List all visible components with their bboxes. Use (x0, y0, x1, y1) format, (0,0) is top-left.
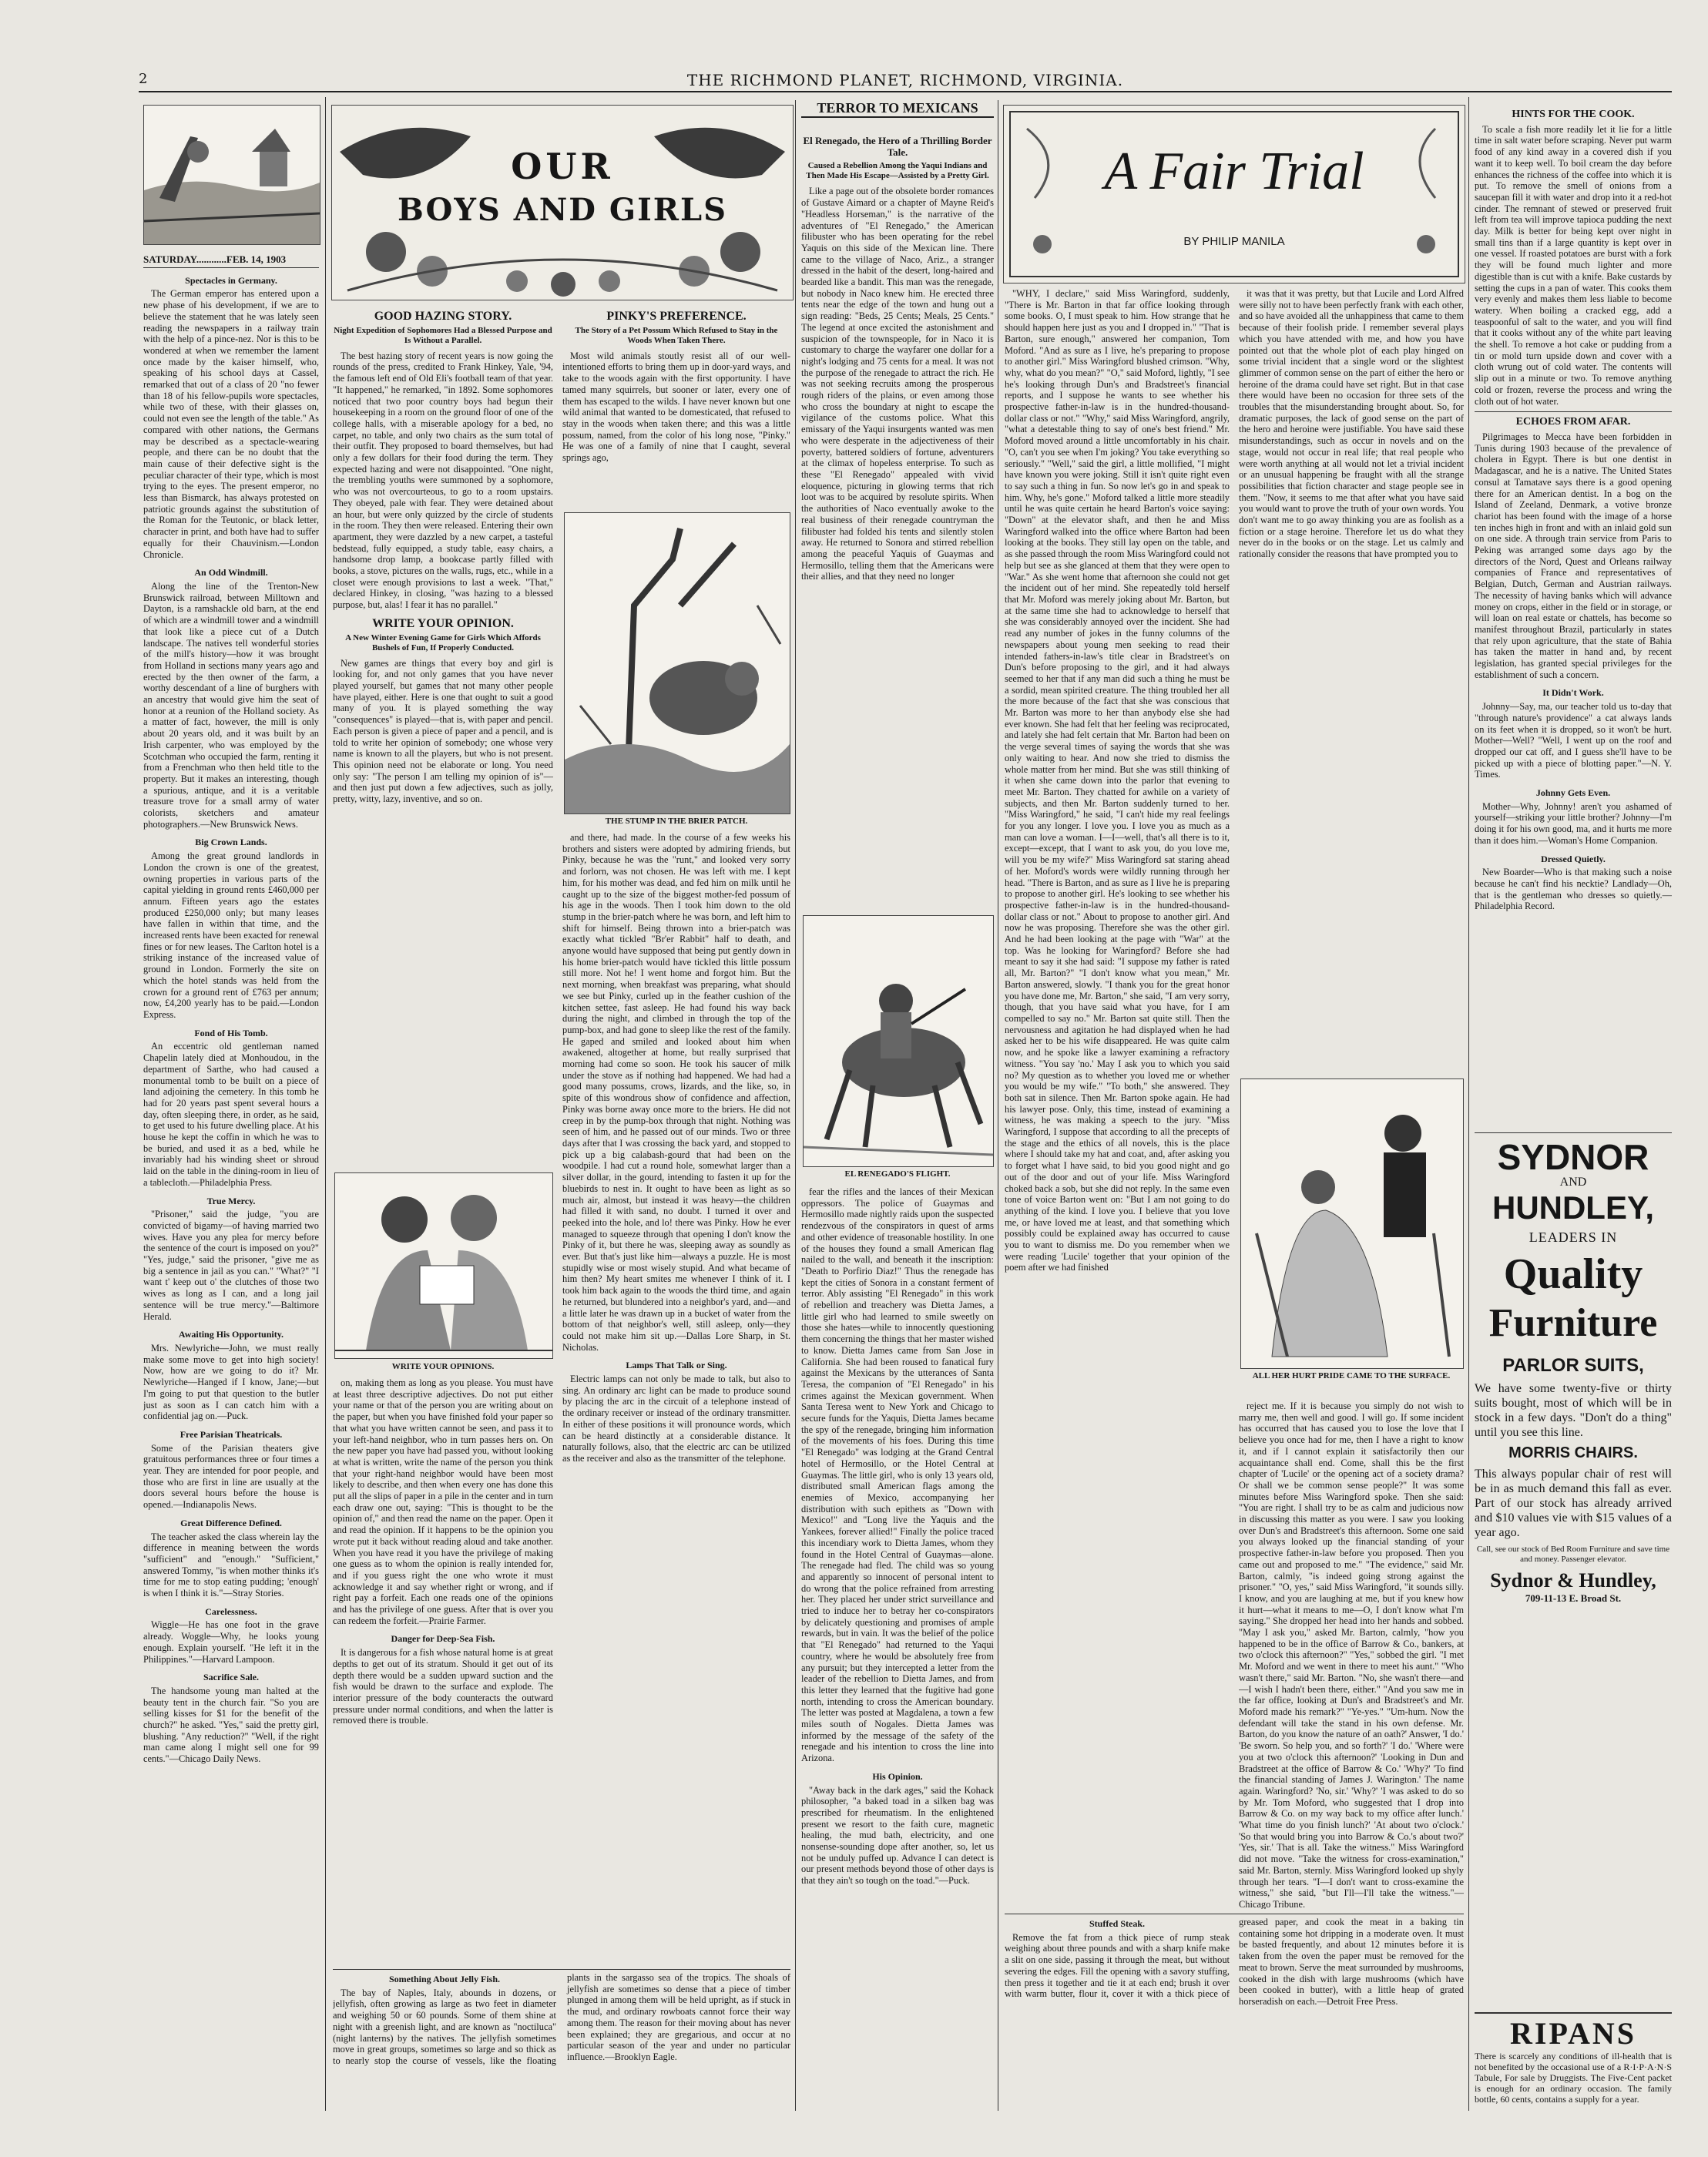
brief-headline: An Odd Windmill. (194, 567, 268, 579)
brief-headline: Awaiting His Opportunity. (178, 1329, 284, 1340)
ad-morris-body: This always popular chair of rest will be in as much demand this fall as ever. Part of our stock has already arrived and $10 values vie with $15 values of a year ago. (1475, 1468, 1672, 1539)
brief-headline: Sacrifice Sale. (203, 1672, 259, 1683)
ad-parlor-suits: PARLOR SUITS, (1502, 1355, 1644, 1376)
article-lamps-talk-sing: Electric lamps can not only be made to talk, but also to sing. An ordinary arc light can be made to produce sound by placing the arc in the circuit of a telephone instead of the ordinary receiver or instead of the ordinary transmitter. In either of these positions it will pronounce words, which can be heard distinctly at a considerable distance. It naturally follows, also, that the electric arc can be utilized as the receiver and also as the transmitter of the telephone. (562, 1374, 790, 1464)
caption-stump-brier-patch: THE STUMP IN THE BRIER PATCH. (605, 817, 748, 826)
column-1 (143, 248, 319, 2143)
story-text-part-1: "WHY, I declare," said Miss Waringford, suddenly, "There is Mr. Barton in that far office looking through some books. O, I must speak to him. How strange that he should happen here just as you and I dropped in." "That is Barton, sure enough," answered her companion, Tom Moford. "And as sure as I live, he's preparing to propose to another girl." Miss Waringford blushed crimson. "Why, why, what do you mean?" "O," said Moford, lightly, "I see he's looking through Dun's and Bradstreet's financial reports, and I suppose he wants to see whether his prospective father-in-law is in the hundred-thousand-dollar class or not." "Why," said Miss Waringford, angrily, "what a detestable thing to say of one's best friend." Mr. Moford moved around a little uncomfortably in his chair. "O, can't you see when I'm joking? You take everything so seriously." "Well," said the girl, a little mollified, "I might have known you were joking. Still it isn't quite right even to say such a thing in fun. So now let's go in and speak to him. Why, he's gone." Moford talked a little more steadily until he was quite certain he heard Barton's voice saying: "Down" at the elevator shaft, and then he and Miss Waringford walked into the office where Barton had been looking at the books. They still lay open on the table, and as she passed through the room Miss Waringford could not help but see as she glanced at them that they were open to "War." As she went home that afternoon she could not get the incident out of her mind. She repeatedly told herself that Mr. Moford was merely joking about Mr. Barton, but at the same time she had to acknowledge to herself that she was considerably annoyed over the incident. She had read any number of jokes in the funny columns of the newspapers about young men seeking to read their intended fathers-in-law's title clear in Bradstreet's on Dun's before proposing to the girl, and it had always seemed to her that if any man did such a thing he must be a sordid, mean spirited creature. The thing troubled her all the more because of the fact that she was conscious that Mr. Barton was more to her than anybody else she had ever known. She had felt that her feeling was reciprocated, and lately she had felt certain that Mr. Barton had been on the verge several times of saying the words that she was only waiting to hear. And now she tried to dismiss the whole matter from her mind. But she was still thinking of it when she came down into the parlor that evening to meet Mr. Barton. They chatted for awhile on a variety of subjects, and then Mr. Barton suddenly turned to her. "Miss Waringford," he said, "I can't hide my real feelings for you any longer. I love you. I love you as much as a man can love a woman. I—I—well, that's all there is to it, except—except, that I want to ask you, do you love me, will you be my wife?" Miss Waringford sat staring ahead of her. Moford's words were wildly running through her head. "There is Barton, and as sure as I live he is preparing to propose to another girl. He's looking to see whether his prospective father-in-law is in the hundred-thousand-dollar class or not." About to propose to another girl. And now he was proposing. Therefore she was the other girl. And he had been looking at the page with "War" at the top. Was he looking for Waringford? Before she had meant to say it she had said: "I suppose my father is rated all, Mr. Barton?" "I don't know what you mean," Mr. Barton answered, slowly. "I thank you for the great honor you have done me, Mr. Barton," she said, "I am very sorry, though, that you have said what you have, for I am compelled to say no." Mr. Barton sat quite still. Then the nervousness and agitation he had displayed when he had asked her to be his wife disappeared. He was quite calm now, and he spoke like a lawyer examining a refractory witness. "You say 'no.' May I ask you to which you said no? My question as to whether you loved me or whether you would be my wife." "To both," she answered. They both sat in silence. Then Mr. Barton spoke again. He had his lawyer pose. Only, this time, instead of examining a witness, he was making a speech to the jury. "Miss Waringford, I suppose that according to all the precepts of the stage and the ethics of all novels, this is the place where I should take my hat and coat, and, after asking you to forget what I have said, to bid you good night and go out of the door and out of your life. Miss Waringford choked back a sob, but she did not reply. In the same even tone of voice Barton went on: "But I am not going to do anything of the kind. I love you. I believe that you love me, or have loved me at least, and that something which possibly could be explained away has occurred to cause you to want to dismiss me. Do you remember when we were reading 'Lucile' together that your opinion of the poem after we had finished (1005, 288, 1230, 1273)
sydnor-hundley-advertisement (1475, 1139, 1672, 2001)
deck-pinkys-preference: The Story of a Pet Possum Which Refused to Stay in the Woods When Taken There. (575, 325, 778, 345)
ripans-advertisement (1475, 2017, 1672, 2143)
a-fair-trial-column-1 (1005, 288, 1230, 1909)
brief-headline: Fond of His Tomb. (194, 1027, 268, 1038)
article-good-hazing-story: The best hazing story of recent years is now going the rounds of the press, credited to Frank Hinkey, Yale, '94, the famous left end of Old Eli's football team of that year. "It happened," he remarked, "in 1892. Some sophomores noticed that two poor country boys had begun their housekeeping in a room on the ground floor of one of the college halls, with a miserable apology for a bed, no carpet, no table, and only two chairs as the sum total of their outfit. They proposed to board themselves, but had only a few dollars for their food during the term. They expected hazing and were not disappointed. "One night, the trembling youths were summoned by a sophomore, who was not overcourteous, to go to a room upstairs. They obeyed, pale with fear. They were detained about an hour, but were only quizzed by the circle of students in the room. They then were released. Entering their own apartment, they were dazzled by a new carpet, a tasteful bedstead, fully equipped, a study table, easy chairs, a handsome drop lamp, a bookcase partly filled with books, a stove, pictures on the walls, rugs, etc., while in a closet were enough provisions to last a week. "That," declared Hinkey, in closing, "was hazing to a blessed purpose, but, alas! I fear it has no parallel." (333, 350, 553, 611)
brief-text: The German emperor has entered upon a new phase of his development, if we are to believe the statement that he was lately seen reading the newspapers in a railway train with the help of a pince-nez. Nor is this to be wondered at when we remember the lament once made by the kaiser himself, who, speaking of his school days at Cassel, remarked that out of a class of 20 "no fewer than 18 of his fellow-pupils wore spectacles, while two of these, with their glasses on, could not even see the length of the table." As compared with other nations, the Germans may be described as a spectacle-wearing people, and there can be no doubt that the main cause of their defective sight is the peculiar character of their type, which is most trying to the eyes. The present emperor, no less than Bismarck, has always protested on patriotic grounds against the substitution of the Roman for the Teutonic, or black letter, character in print, and both have had to suffer equally for their Chauvinism.—London Chronicle. (143, 288, 319, 560)
ad-address: 709-11-13 E. Broad St. (1525, 1592, 1622, 1604)
ripans-text: There is scarcely any conditions of ill-health that is not benefited by the occasional use of a R·I·P·A·N·S Tabule, For sale by Druggists. The Five-Cent packet is enough for an ordinary occasion. The family bottle, 60 cents, contains a supply for a year. (1475, 2051, 1672, 2105)
caption-el-renegado-flight: EL RENEGADO'S FLIGHT. (844, 1169, 951, 1179)
el-renegado-flight-illustration (803, 915, 994, 1167)
story-title: A Fair Trial (1104, 142, 1364, 201)
banner-title-top: OUR (511, 146, 614, 187)
top-rule (139, 91, 1672, 92)
column-4-continued (801, 1186, 994, 2142)
stuffed-steak-strip (1005, 1917, 1464, 2143)
brief-text: An eccentric old gentleman named Chapelin lately died at Monhoudou, in the department of Sarthe, who had caused a monumental tomb to be built on a piece of land adjoining the cemetery. In this tomb he had for 20 years past spent several hours a day, often sleeping there, in order, as he said, to get used to his future dwelling place. At his house he kept the coffin in which he was to be buried, and used it as a bed, while he invariably had his winding sheet or shroud laid on the table in the dining-room in lieu of a tablecloth.—Philadelphia Press. (143, 1041, 319, 1188)
ad-parlor-body: We have some twenty-five or thirty suits bought, most of which will be in stock in a few days. "Don't do a thing" until you see this line. (1475, 1382, 1672, 1439)
article-johnny-gets-even: Mother—Why, Johnny! aren't you ashamed of yourself—striking your little brother? Johnny—I'm doing it for his own good, ma, and it hurts me more than it does him.—Woman's Home Companion. (1475, 800, 1672, 846)
ad-morris-chairs: MORRIS CHAIRS. (1508, 1444, 1638, 1461)
ad-signature: Sydnor & Hundley, (1490, 1569, 1656, 1592)
issue-date: SATURDAY............FEB. 14, 1903 (143, 254, 319, 268)
deck-el-renegado: Caused a Rebellion Among the Yaqui Indians and Then Made His Escape—Assisted by a Pretty Girl. (806, 161, 989, 181)
column-3-continued (562, 832, 790, 1964)
hurt-pride-illustration (1240, 1078, 1464, 1369)
headline-it-didnt-work: It Didn't Work. (1542, 687, 1604, 699)
ad-rule (1475, 1132, 1672, 1133)
brief-headline: Great Difference Defined. (180, 1517, 282, 1528)
masthead (139, 71, 1672, 88)
headline-hints-for-cook: HINTS FOR THE COOK. (1512, 109, 1635, 120)
deck-write-your-opinion: A New Winter Evening Game for Girls Which Affords Bushels of Fun, If Properly Conducted. (345, 632, 541, 652)
strip-rule (333, 1969, 790, 1970)
headline-write-your-opinion: WRITE YOUR OPINION. (372, 616, 514, 630)
brief-headline: Free Parisian Theatricals. (180, 1428, 283, 1440)
newspaper-title: THE RICHMOND PLANET, RICHMOND, VIRGINIA. (686, 71, 1124, 89)
brief-headline: Carelessness. (205, 1605, 257, 1617)
ripans-rule (1475, 2012, 1672, 2014)
brief-text: Among the great ground landlords in London the crown is one of the greatest, owning properties in various parts of the capital yielding in ground rents £460,000 per annum. Fifteen years ago the estates produced £250,000 only; but many leases have fallen in within that time, and the increased rents have been exacted for renewal fines or for new leases. The Carlton hotel is a striking instance of the increased value of ground in London. Formerly the site on which the hotel stands was held from the crown for a ground rent of £763 per annum; now, £4,200 yearly has to be paid.—London Express. (143, 850, 319, 1020)
article-his-opinion: "Away back in the dark ages," said the Kohack philosopher, "a baked toad in a silken bag was prescribed for rheumatism. In the enlightened present we resort to the faith cure, magnetic healing, the mud bath, electricity, and one nonsense-sounding dope after another, so, let us not be unduly puffed up. Advance I can detect is our present methods beyond those of other days is that they ain't so tough on the toad."—Puck. (801, 1784, 994, 1887)
article-dressed-quietly: New Boarder—Who is that making such a noise because he can't find his necktie? Landlady—Oh, that is the gentleman who dresses so quietly.—Philadelphia Record. (1475, 867, 1672, 912)
terror-to-mexicans-banner: TERROR TO MEXICANS (801, 100, 994, 118)
brief-text: "Prisoner," said the judge, "you are convicted of bigamy—of having married two wives. Have you any plea for mercy before the sentence of the court is imposed on you?" "Yes, judge," said the prisoner, "give me as big a sentence in jail as you can." "What?" "I want t' keep out o' the clutches of those two wives as long as I can, and a long jail sentence will be true mercy."—Baltimore Herald. (143, 1209, 319, 1322)
deck-good-hazing-story: Night Expedition of Sophomores Had a Blessed Purpose and Is Without a Parallel. (334, 325, 552, 345)
headline-deep-sea-fish: Danger for Deep-Sea Fish. (391, 1633, 495, 1645)
column-rule (325, 97, 326, 2111)
headline-good-hazing-story: GOOD HAZING STORY. (374, 310, 512, 323)
column-rule (795, 100, 796, 2111)
headline-his-opinion: His Opinion. (872, 1770, 923, 1782)
brief-text: Along the line of the Trenton-New Brunswick railroad, between Milltown and Dayton, is a ramshackle old barn, at the end of which are a windmill tower and a windmill that look like a piece cut of a Dutch landscape. The natives tell wonderful stories of the mill's history—how it was brought from Holland in sections many years ago and erected by the then owner of the farm, a worthy descendant of a line of burghers with an ancestry that would give him the seat of honor at a reunion of the Holland society. As a matter of fact, however, the mill is only about 20 years old, and it was built by an Irish carpenter, who was employed by the Scotchman who occupied the farm, renting it from a Frenchman who then held title to the property. But it makes an interesting, though a spurious, antique, and it is a veritable treasure trove for a small army of water colorists, sketchers and amateur photographers.—New Brunswick News. (143, 580, 319, 830)
possum-stump-illustration (564, 512, 790, 814)
a-fair-trial-column-2-continued (1239, 1401, 1464, 1909)
caption-write-your-opinions: WRITE YOUR OPINIONS. (391, 1362, 495, 1371)
story-byline: BY PHILIP MANILA (1183, 235, 1285, 248)
article-hints-for-cook: To scale a fish more readily let it lie for a little time in salt water before scraping. Never put warm food of any kind away in a covered dish if you want it to keep well. To boil cream the day before enhances the richness of the coffee into which it is put. To remove the smell of onions from a saucepan fill it with water and drop into it a red-hot cinder. The remnant of stewed or preserved fruit left from tea will improve tapioca pudding the next day. Milk is better for being kept over night in small tins than if a large quantity is kept over in one vessel. If roasted potatoes are burst with a fork they will be found much lighter and more digestible than is cut with a knife. Bake custards by setting the cups in a pan of water. This cooks them very evenly and makes them less liable to become watery. When boiling a cracked egg, add a teaspoonful of salt to the water, and you will find that it cooks without any of the white part leaving the shell. To remove a hot cake or pudding from a tin or mold turn upside down and cover with a cloth wrung out of cold water. The contents will slip out in a minute or two. To remove anything cold or frozen, reverse the process and wring the cloth out of hot water. (1475, 123, 1672, 407)
brief-text: Wiggle—He has one foot in the grave already. Woggle—Why, he looks young enough. Explain yourself. "He left it in the Philippines."—Harvard Lampoon. (143, 1619, 319, 1665)
brief-text: The handsome young man halted at the beauty tent in the church fair. "So you are selling kisses for $1 for the benefit of the church?" he asked. "Yes," said the pretty girl, blushing. "Any reduction?" "Well, if the right man came along I might sell one for 99 cents."—Chicago Daily News. (143, 1685, 319, 1765)
column-2-continued (333, 1377, 553, 1967)
banner-title-bottom: BOYS AND GIRLS (397, 192, 728, 228)
ripans-title: RIPANS (1510, 2016, 1636, 2051)
article-deep-sea-fish: It is dangerous for a fish whose natural home is at great depths to get out of its stratum. Should it get out of its depth there would be a sudden upward suction and the fish would be drawn to the surface and explode. The interior pressure of the body counteracts the outward pressure under normal conditions, and when the latter is removed there is trouble. (333, 1647, 553, 1726)
jelly-fish-strip (333, 1972, 790, 2143)
column-rule (1468, 97, 1469, 2111)
headline-lamps-talk-sing: Lamps That Talk or Sing. (626, 1360, 727, 1371)
brief-headline: True Mercy. (206, 1195, 256, 1206)
story-text-part-2: it was that it was pretty, but that Lucile and Lord Alfred were silly not to have been perfectly frank with each other, and so have avoided all the unhappiness that came to them because of their foolish pride. I remember several plays which you have attended with me, and how you have pointed out that the whole plot of each play hinged on some trivial incident that a single word or the slightest glimmer of common sense on the part of either the hero or heroine of the drama could have set right. But in that case there would have been no occasion for three sets of the troubles that the misunderstanding brought about. So, for dramatic purposes, the lack of good sense on the part of the hero and heroine were justifiable. You have said these misunderstandings, such as occur in novels and on the stage, would not occur in real life; that real people who were worth anything at all would not let a trivial incident or an unusual happening be fraught with all the strange possibilities that fiction character and stage people see in them. "Now, it seems to me that after what you have said you would want to prove the truth of your own words. You don't want me to go away thinking you are as foolish as a fiction or a stage heroine. Therefore let us do what they never do in the books or on the stage. Let us calmly and rationally consider the reasons that have prompted you to (1239, 288, 1464, 560)
caption-hurt-pride: ALL HER HURT PRIDE CAME TO THE SURFACE. (1252, 1371, 1451, 1380)
column-4 (801, 131, 994, 909)
article-jelly-fish: The bay of Naples, Italy, abounds in dozens, or jellyfish, often growing as large as two feet in diameter and weighing 50 or 60 pounds. Some of them shine at night with a greenish light, and are known as "noctiluca" (night lanterns) by the natives. The jellyfish sometimes move in great groups, sometimes so large and so thick as to nearly stop the course of vessels, like the floating plants in the sargasso sea of the tropics. The shoals of jellyfish are sometimes so dense that a piece of timber plunged in among them will be held upright, as if stuck in the mud, and ordinary rowboats cannot force their way among them. The reason for their moving about has never been explained; they are gregarious, and occur at no particular season of the year and under no particular influence.—Brooklyn Eagle. (333, 1972, 790, 2066)
headline-echoes-from-afar: ECHOES FROM AFAR. (1475, 411, 1672, 428)
article-pinkys-preference-rest: and there, had made. In the course of a few weeks his brothers and sisters were adopted by admiring friends, but Pinky, because he was the "runt," and looked very sorry and forlorn, was not chosen. He was left with me. I kept him, for his mother was dead, and fed him on milk until he caught up to the size of the biggest mother-fed possum of his age in the woods. Then I took him down to the old stump in the brier-patch where he was born, and left him to shift for himself. Being thrown into a brier-patch was exactly what tickled "Br'er Rabbit" half to death, and anyone would have supposed that being put gently down in his home brier-patch would have tickled this little possum still more. Not he! I went home and forgot him. But the next morning, when breakfast was preparing, what should we see but Pinky, curled up in the feather cushion of the kitchen settee, fast asleep. He had found his way back during the night, and climbed in through the top of the pump-box, and had gone to sleep like the rest of the family. He gaped and smiled and looked about him when awakened, altogether at home, but really surprised that morning had come so soon. He took his saucer of milk under the stove as if nothing had happened. We had had a good many possums, crows, lizards, and the like, so, in spite of this wondrous show of confidence and affection, Pinky was borne away once more to the briers. He did not creep in by the pump-box through that night. Nothing was seen of him, and he passed out of our minds. Two or three days after that I was crossing the back yard, and stopped to pick up a big calabash-gourd that had been on the woodpile. I had cut a round hole, somewhat larger than a silver dollar, in the gourd, intending to fasten it up for the bluebirds to nest in. It ought to have been as light as so much air, almost, but instead it was heavy—the children had filled it with sand, no doubt. I turned it over and peeked into the hole, and lo! there was Pinky. How he ever managed to squeeze through that opening I don't know the Pinky of it, but there he was, sleeping away as soundly as ever. But that's just like him—always a puzzle. He is most stupidly wise or most wisely stupid. And what became of him then? My heart smites me whenever I think of it. I took him back again to the woods the third time, and again he returned, but blundered into a neighbor's yard, and—and a little later he was drawn up in a bucket of water from the bottom of that neighbor's well, still asleep, only—they could not make him sit up.—Dallas Lore Sharp, in St. Nicholas. (562, 832, 790, 1353)
ad-furniture: Furniture (1488, 1301, 1658, 1345)
brief-headline: Spectacles in Germany. (185, 274, 277, 286)
page-number: 2 (139, 71, 148, 87)
article-it-didnt-work: Johnny—Say, ma, our teacher told us to-day that "through nature's providence" a cat always lands on its feet when it is dropped, so it won't be hurt. Mother—Well? "Well, I went up on the roof and dropped our cat off, and I guess she'll have to be picked up with a piece of blotting paper."—N. Y. Times. (1475, 701, 1672, 780)
headline-johnny-gets-even: Johnny Gets Even. (1535, 787, 1611, 799)
a-fair-trial-title-banner (1003, 105, 1465, 283)
headline-pinkys-preference: PINKY'S PREFERENCE. (606, 310, 747, 323)
a-fair-trial-column-2 (1239, 288, 1464, 1074)
article-write-your-opinion-rest: on, making them as long as you please. You must have at least three descriptive adjectives. Do not put either your name or that of the person you are writing about on the paper, but when you have finished fold your paper so that what you have written cannot be seen, and pass it to your left-hand neighbor, who in turn passes hers on. On the new paper you have had passed you, without looking at what is written, write the name of the person you think that your right-hand neighbor would have been most likely to describe, and then when every one has done this put all the slips of paper in a pile in the center and in turn each draw one out, saying: "This is thought to be the opinion of," and then read the name on the paper. Open it and read the opinion. If it happens to be the opinion you wrote put it back without reading aloud and take another. When you have read it you have the privilege of making one guess as to whom the opinion is really intended for, and if you guess right the one who wrote it must acknowledge it and say whether right or wrong, and if right pay a forfeit. Each one reads one of the opinions and has the privilege of one guess. After that is over you can redeem the forfeit.—Prairie Farmer. (333, 1377, 553, 1626)
article-pinkys-preference-intro: Most wild animals stoutly resist all of our well-intentioned efforts to bring them up in door-yard ways, and take to the woods again with the first opportunity. I have tamed many squirrels, but sooner or later, every one of them has escaped to the wilds. I have never known but one wild animal that wanted to be domesticated, that refused to stay in the woods when taken there; and this was a little possum, named, from the color of his long nose, "Pinky." He was one of a family of nine that I caught, several springs ago, (562, 350, 790, 464)
brief-text: Some of the Parisian theaters give gratuitous performances three or four times a year. They are intended for poor people, and those who are first in line are usually at the doors several hours before the house is opened.—Indianapolis News. (143, 1442, 319, 1511)
our-boys-and-girls-banner (331, 105, 794, 300)
ad-small-print: Call, see our stock of Bed Room Furniture and save time and money. Passenger elevator. (1476, 1545, 1670, 1564)
news-briefs-list (143, 275, 319, 1765)
ad-quality: Quality (1503, 1250, 1643, 1298)
headline-dressed-quietly: Dressed Quietly. (1541, 853, 1606, 864)
brief-text: Mrs. Newlyriche—John, we must really make some move to get into high society! Now, how are we going to do it? Mr. Newlyriche—Hanged if I know, Jane;—but I'm going to put that question to the butler just as soon as I can catch him with a confidential jag on.—Puck. (143, 1342, 319, 1422)
article-write-your-opinion-intro: New games are things that every boy and girl is looking for, and not only games that you have never played yourself, but games that not many other people have played, either. Here is one that ought to suit a good many of you. It is played something the way "consequences" is played—that is, with paper and pencil. Each person is given a piece of paper and a pencil, and is told to write her opinion of somebody; one whose very name is known to all the players, but who is not present. This opinion need not be elaborate or long. You need only say: "The person I am telling my opinion of is"—and then just put down a few adjectives, such as jolly, pretty, witty, lazy, inventive, and so on. (333, 657, 553, 805)
article-el-renegado-intro: Like a page out of the obsolete border romances of Gustave Aimard or a chapter of Mayne Reid's "Headless Horseman," is the narrative of the adventures of "El Renegado," the American filibuster who has been operating for the rebel Yaquis on this side of the Mexican line. There came to the village of Naco, Ariz., a stranger dressed in the habit of the desert, long-haired and bearded like a bandit. This man was the renegade, but nobody in Naco knew him. He erected three tents near the edge of the town and hung out a sign reading: "Beds, 25 Cents; Meals, 25 Cents." The legend at once excited the astonishment and suspicion of the townspeople, for in Naco it is customary to charge the wayfarer one dollar for a night's lodging and 75 cents for a meal. It was not the purpose of the renegade to attract the rich. He was not seeking recruits among the prosperous rough riders of the plains, or even among those who cross the boundary at night to escape the vigilance of the customs police. What this emissary of the Yaqui insurgents wanted was men who were desperate in the adjectiveness of their poverty, battered soldiers of fortune, adventurers at the climax of hopeless enterprise. To such as these "El Renegado" appealed with vivid eloquence, picturing in glowing terms that rich loot was to be acquired by resolute spirits. When the authorities of Naco eventually awoke to the real business of their renegade countryman the filibuster had folded his tents and silently stolen away. He returned to Sonora and stirred rebellion among the peaceful Yaquis of Guaymas and Hermosillo, telling them that the Americans were their allies, and that they need no longer (801, 186, 994, 582)
brief-headline: Big Crown Lands. (195, 837, 267, 848)
ad-hundley: HUNDLEY, (1492, 1189, 1655, 1226)
article-echoes-from-afar: Pilgrimages to Mecca have been forbidden in Tunis during 1903 because of the prevalence of cholera in Egypt. There is but one dentist in Madagascar, and he is a native. The United States consul at Tamatave says there is a good opening there for an American dentist. In a bog on the Island of Zeeland, Denmark, a votive bronze chariot has been found with the image of a horse ten inches high in front and with an inlaid gold sun on one side. A through train service from Paris to Peking was arranged some days ago by the directors of the Nord, Quest and Orleans railway companies of France and representatives of Belgian, Dutch, German and Austrian railways. The necessity of having banks which will advance money on crops, either in the field or in storage, or will loan on real estate or chattels, has become so manifest throughout Brazil, particularly in states that rely upon agriculture, that the state of Bahia has taken the matter in hand and, by recent legislation, has granted special privileges for the establishment of such a concern. (1475, 431, 1672, 680)
story-text-part-3: reject me. If it is because you simply do not wish to marry me, then well and good. I will go. If some incident has occurred that has caused you to lose the love that I believe you once had for me, then I have a right to know it, and if I cannot explain it satisfactorily then our acquaintance shall end. Come, shall this be the first chapter of 'Lucile' or the opening act of a society drama? Or shall we be common sense people?" It was some minutes before Miss Waringford spoke. Then she said: "You are right. I shall try to be as calm and judicious now in discussing this matter as you were. I saw you looking over Dun's and Bradstreet's this afternoon. Some one said you always looked up the financial standing of your prospective father-in-law before you proposed. Then you came out and proposed to me." "The evidence," said Mr. Barton, calmly, "is indeed going strong against the prisoner." "O, yes," said Miss Waringford, "it sounds silly. I know, and you are laughing at me, but if you knew how it hurt—what it means to me—O, I don't know what I'm saying." She dropped her head into her hands and sobbed. "May I ask you," asked Mr. Barton, calmly, "how you happened to be in the office of Barrow & Co., bankers, at two o'clock this afternoon?" "Yes," sobbed the girl. "I met Mr. Moford and we went in there to meet his aunt." "Who wasn't there," said Mr. Barton. "No, she wasn't there—and—I wish I hadn't been there, either." "And you saw me in the far office, looking at Dun's and Bradstreet's and Mr. Moford made his remark?" "Ye-yes." "Um-hum. Now the defendant will take the stand in his own defense. Mr. Barton, do you know the nature of an oath?' Answer, 'I do.' 'Be sworn. So help you, and so forth?' 'I do.' 'Where were you at two o'clock this afternoon?' 'Looking in Dun and Bradstreet at the office of Barrow & Co.' 'Why?' 'To find the financial standing of James J. Warington.' The name again. Waringford? 'No, sir.' 'Why?' 'I was asked to do so by Mr. Tom Moford, who suggested that I drop into Barrow & Co. on my way back to my office after lunch.' 'What time do you finish lunch?' 'At about two o'clock.' 'So that would bring you into Barrow & Co.'s about two?' 'Yes, sir.' That is all. Take the witness." Miss Waringford did not move. "Take the witness for cross-examination," said Mr. Barton, sternly. Miss Waringford looked up shyly through her tears. "I—I don't want to cross-examine the witness," she said, "but I'll—I'll take the witness."—Chicago Tribune. (1239, 1401, 1464, 1909)
brief-text: The teacher asked the class wherein lay the difference in meaning between the words "sufficient" and "enough." "Sufficient," answered Tommy, "is when mother thinks it's time for me to stop eating pudding; 'enough' is when I think it is."—Stray Stories. (143, 1531, 319, 1599)
farm-landscape-illustration (143, 105, 320, 245)
write-your-opinions-illustration (334, 1172, 553, 1359)
headline-el-renegado: El Renegado, the Hero of a Thrilling Border Tale. (803, 135, 992, 158)
ad-leaders-in: LEADERS IN (1528, 1229, 1618, 1245)
article-stuffed-steak: Remove the fat from a thick piece of rump steak weighing about three pounds and with a sharp knife make a slit on one side, passing it through the meat, but without severing the edges. Fill the opening with a savory stuffing, then press it together and tie it at each end; brush it over with warm butter, flour it, cover it with a thick piece of greased paper, and cook the meat in a baking tin containing some hot dripping in a moderate oven. It must be basted frequently, and about 12 minutes before it is taken from the oven the paper must be removed for the meat to brown. Serve the meat surrounded by mushrooms, cooked in the dish with large mushrooms (which have been cooked in butter), with a little heap of grated horseradish on each.—Detroit Free Press. (1005, 1917, 1464, 2007)
ad-and: AND (1559, 1176, 1587, 1189)
ad-sydnor: SYDNOR (1497, 1137, 1649, 1177)
headline-stuffed-steak: Stuffed Steak. (1089, 1918, 1145, 1929)
headline-jelly-fish: Something About Jelly Fish. (388, 1974, 501, 1984)
article-el-renegado-rest: fear the rifles and the lances of their Mexican oppressors. The police of Guaymas and Hermosillo made nightly raids upon the suspected rendezvous of the conspirators in quest of arms and other evidence of treasonable hostility. In one of the houses they found a small American flag nailed to the wall, and beneath it the inscription: "Death to Porfirio Diaz!" Thus the renegade has kept the cities of Sonora in a constant ferment of terror. Ably assisting "El Renegado" in this work of rebellion and treachery was Dietta James, a little girl who had learned to smile sweetly on those she hates—while to innocently questioning them concerning the things that her master wished to know. Dietta James came from San Jose in California. She had been roused to fanatical fury against the Mexicans by the utterances of Santa Teresa, the companion of "El Renegado" in his crimes against the Mexican government. When Santa Teresa went to New York and Chicago to secure funds for the Yaquis, Dietta James became the spy of the renegade, bringing him information of the movements of his foes. During this time "El Renegado" was lodging at the Grand Central hotel of Hermosillo, or the Hotel Central at Guaymas. The little girl, who is only 13 years old, distributed small American flags among the enemies of Mexico, accompanying her distribution with such epithets as "Down with Mexico!" and "Long live the Yaquis and the Yankees, forever allied!" Finally the police traced this incendiary work to Dietta James, whom they found in the Hotel Central of Guaymas—alone. The renegade had fled. The child was so young and apparently so innocent of personal intent to do wrong that the police refrained from arresting her. They placed her under strict surveillance and tried to induce her to betray her co-conspirators by delicately questioning and promises of ample rewards, but in vain. It was the belief of the police that "El Renegado" had returned to the Yaqui country, where he would be absolutely free from any pursuit; but they intercepted a letter from the leader of the rebellion to Dietta James, and from this letter they learned that the fugitive had gone north, intending to cross the American boundary. The letter was posted at Magdalena, a town a few miles south of Nogales. Dietta James was informed by the message of the safety of the renegade and his intention to cross the line into Arizona. (801, 1186, 994, 1764)
column-7 (1475, 105, 1672, 1129)
